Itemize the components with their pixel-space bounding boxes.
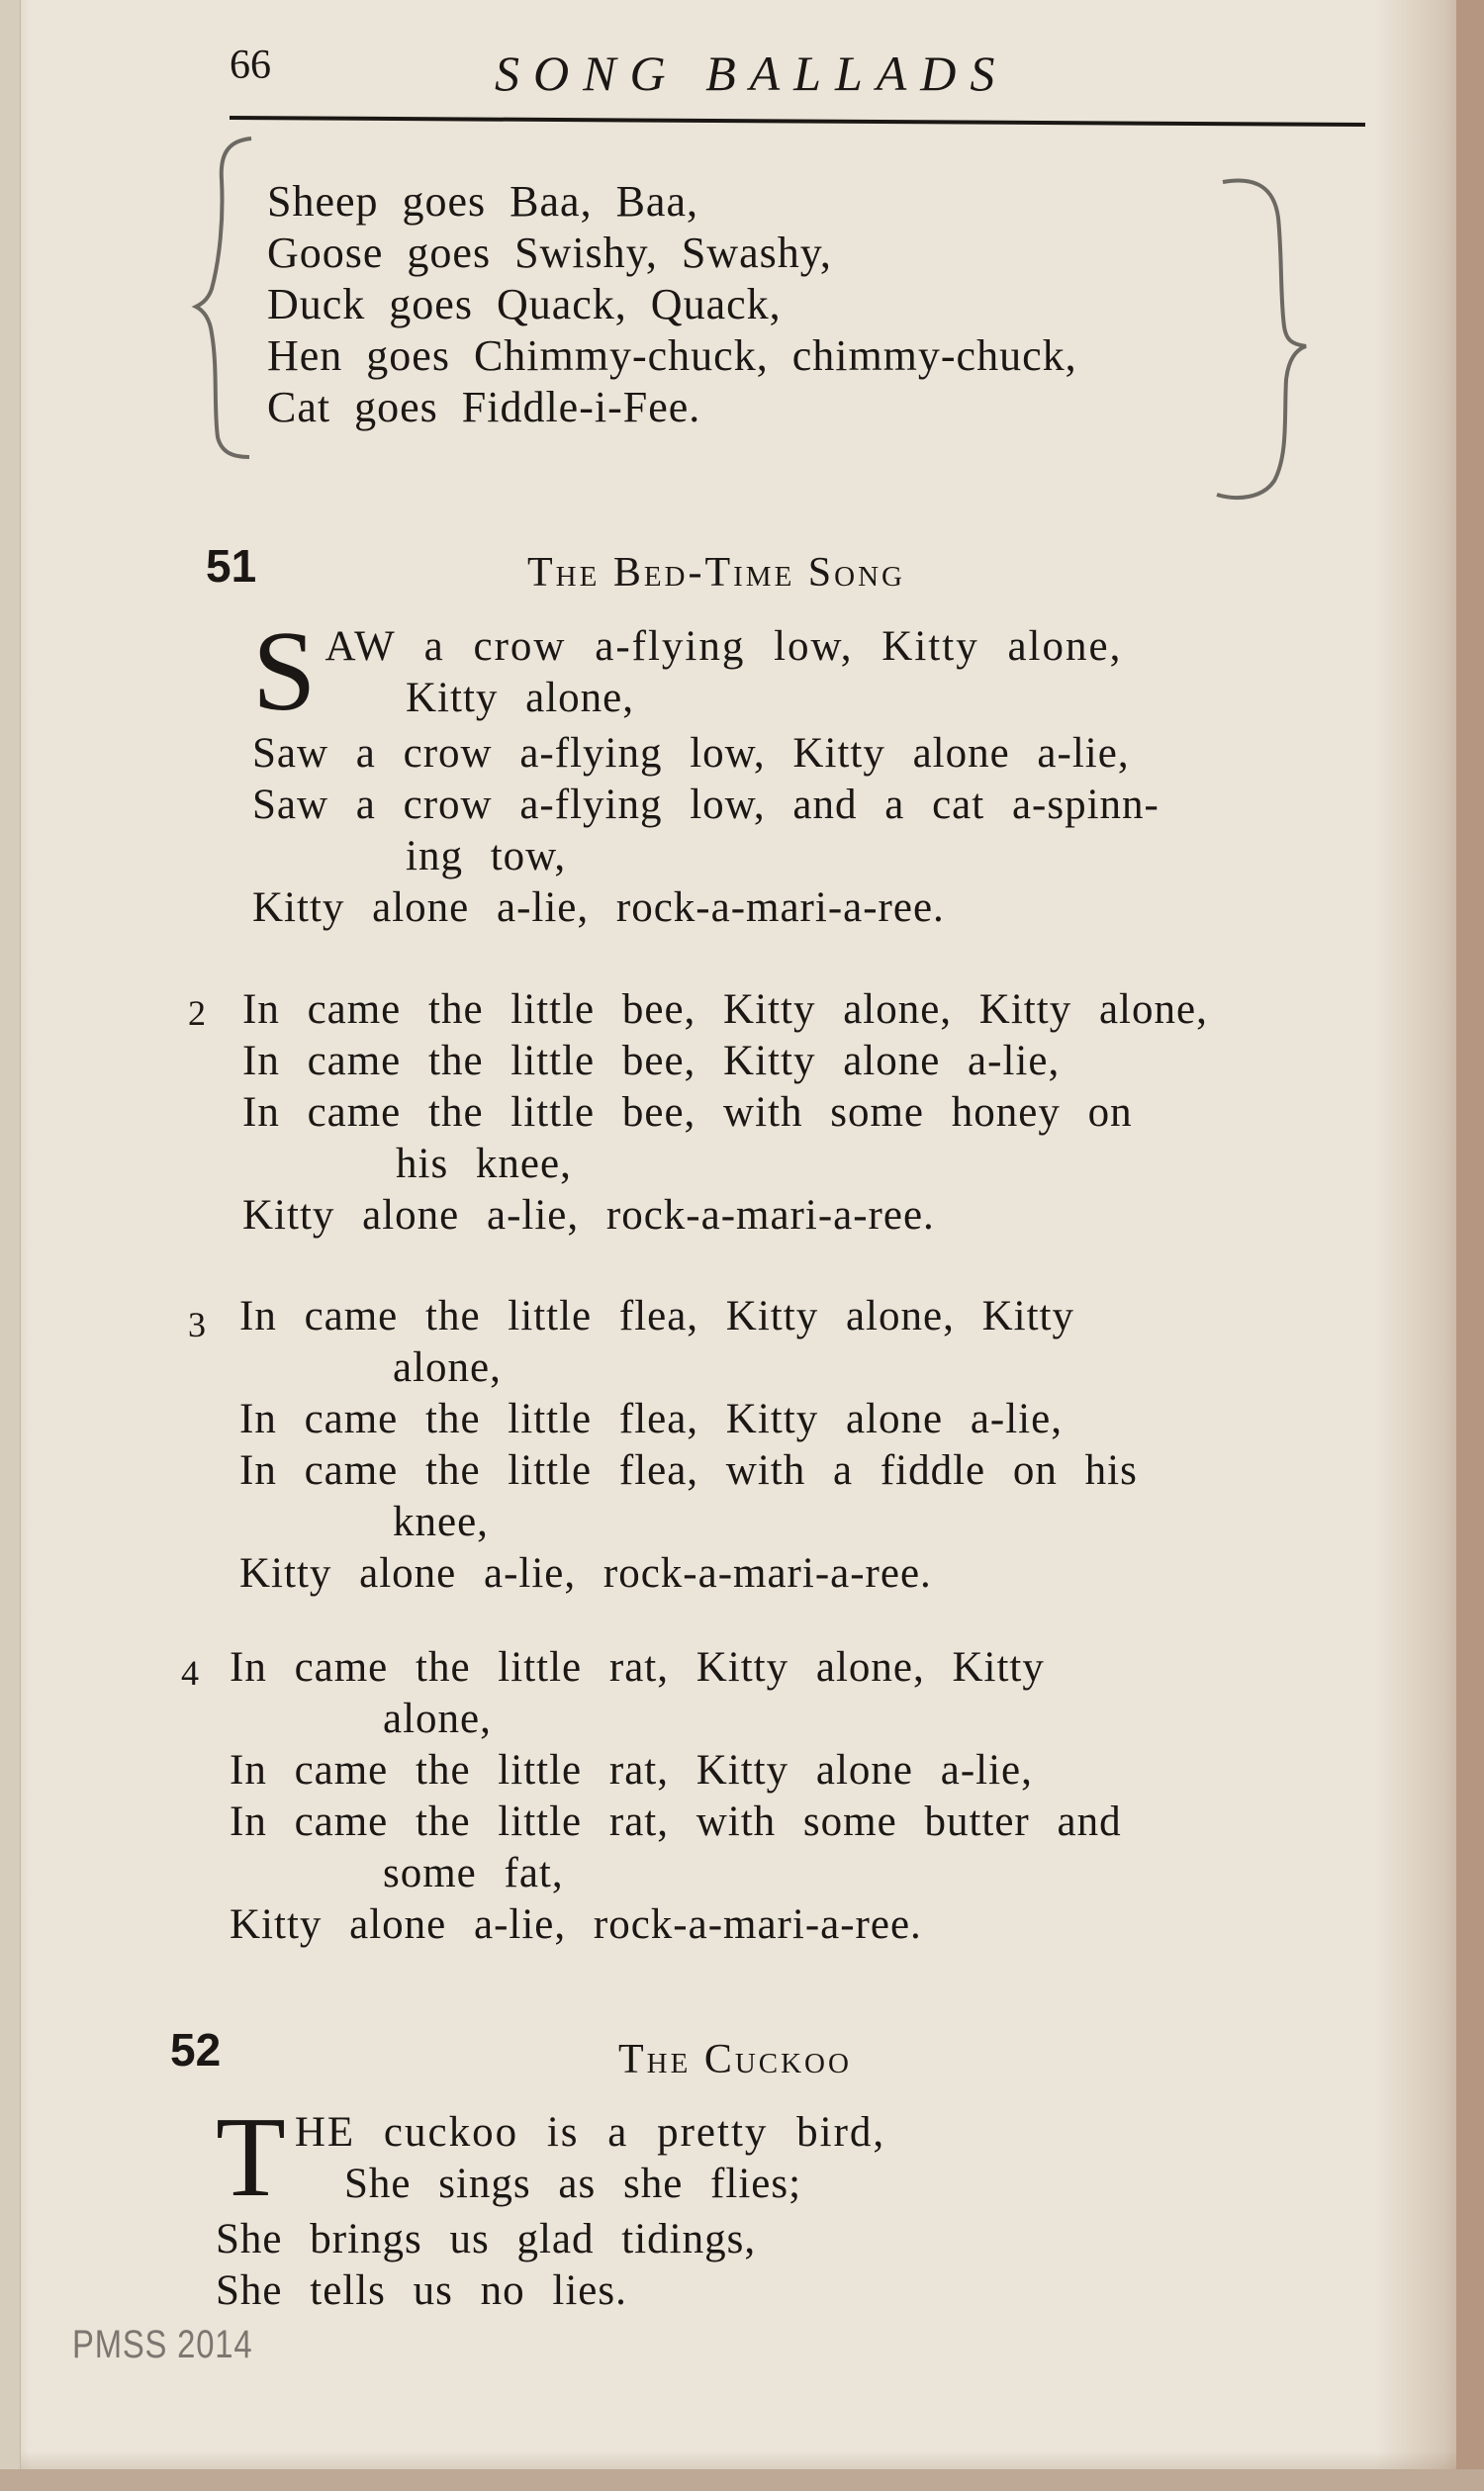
chorus-line: Duck goes Quack, Quack, — [267, 280, 782, 328]
verse-cuckoo — [216, 2094, 1106, 2317]
page-number: 66 — [230, 43, 271, 88]
song-number: 52 — [170, 2024, 222, 2076]
stanza-number: 3 — [188, 1305, 206, 1344]
watermark: PMSS 2014 — [72, 2323, 253, 2366]
verse-line: Kitty alone a-lie, rock-a-mari-a-ree. — [252, 884, 945, 931]
verse-line: In came the little bee, with some honey on — [242, 1089, 1133, 1136]
verse-line: In came the little rat, with some butter and — [230, 1799, 1122, 1845]
verse-line: She brings us glad tidings, — [216, 2216, 757, 2262]
drop-cap: T — [216, 2094, 287, 2221]
verse-line: Saw a crow a-flying low, Kitty alone a-lie, — [252, 730, 1130, 777]
song-number: 51 — [206, 540, 257, 592]
chorus — [267, 176, 1077, 433]
verse-line: In came the little bee, Kitty alone a-lie, — [242, 1038, 1061, 1084]
chorus-line: Cat goes Fiddle-i-Fee. — [267, 383, 701, 431]
verse-line: alone, — [393, 1344, 502, 1391]
stanza-number: 4 — [181, 1653, 199, 1693]
page-gutter — [0, 0, 21, 2491]
page-bottom-edge — [0, 2469, 1484, 2491]
verse-line: In came the little rat, Kitty alone a-lie, — [230, 1747, 1033, 1794]
verse-line: In came the little flea, Kitty alone, Kitty — [239, 1293, 1074, 1339]
verse-line: Kitty alone a-lie, rock-a-mari-a-ree. — [239, 1550, 932, 1597]
chorus-line: Hen goes Chimmy-chuck, chimmy-chuck, — [267, 331, 1077, 380]
verse-line: alone, — [383, 1696, 492, 1742]
verse-1 — [252, 608, 1355, 934]
verse-4 — [230, 1642, 1122, 1951]
verse-3 — [239, 1291, 1138, 1600]
verse-2 — [242, 984, 1208, 1242]
verse-line: knee, — [393, 1499, 489, 1545]
pencil-brace-right — [1158, 168, 1316, 509]
page-edge — [1456, 0, 1484, 2491]
verse-line: some fat, — [383, 1850, 564, 1896]
verse-line: Kitty alone a-lie, rock-a-mari-a-ree. — [242, 1192, 935, 1239]
verse-line: In came the little rat, Kitty alone, Kitty — [230, 1644, 1045, 1691]
verse-line: Kitty alone a-lie, rock-a-mari-a-ree. — [230, 1901, 922, 1948]
verse-first-text: AW a crow a-flying low, Kitty alone, — [325, 623, 1123, 670]
verse-first-text: HE cuckoo is a pretty bird, — [294, 2109, 886, 2156]
song-title: The Cuckoo — [618, 2037, 852, 2082]
pencil-brace-left — [190, 131, 259, 467]
verse-line-first — [252, 608, 1355, 735]
verse-line: In came the little flea, with a fiddle on his — [239, 1447, 1138, 1494]
verse-line: Saw a crow a-flying low, and a cat a-spinn- — [252, 782, 1159, 828]
chorus-line: Sheep goes Baa, Baa, — [267, 177, 698, 226]
running-title: SONG BALLADS — [495, 46, 1009, 101]
verse-line: She tells us no lies. — [216, 2267, 627, 2314]
drop-cap: S — [252, 608, 318, 735]
verse-line: his knee, — [396, 1141, 572, 1187]
verse-line: She sings as she flies; — [344, 2161, 802, 2207]
header-rule — [230, 116, 1365, 127]
verse-line: In came the little flea, Kitty alone a-lie, — [239, 1396, 1063, 1442]
verse-line: In came the little bee, Kitty alone, Kitty alone, — [242, 986, 1208, 1033]
verse-line: Kitty alone, — [406, 675, 635, 721]
chorus-line: Goose goes Swishy, Swashy, — [267, 229, 832, 277]
verse-line: ing tow, — [406, 833, 567, 879]
song-title: The Bed-Time Song — [527, 550, 905, 596]
stanza-number: 2 — [188, 993, 206, 1033]
